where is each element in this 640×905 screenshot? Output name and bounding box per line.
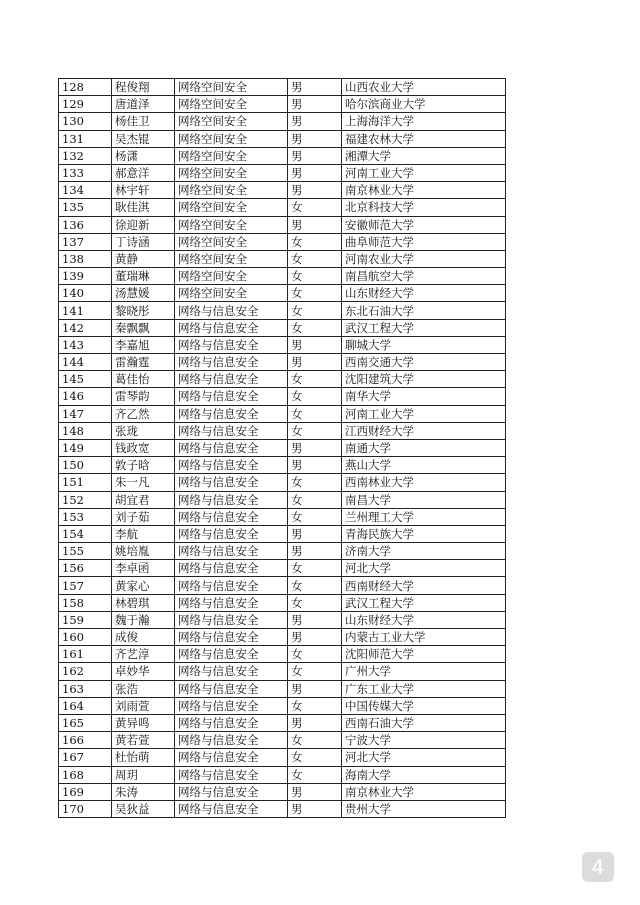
major-cell: 网络与信息安全	[175, 354, 288, 371]
student-name-cell: 周玥	[112, 766, 175, 783]
school-cell: 燕山大学	[342, 457, 506, 474]
school-cell: 南通大学	[342, 439, 506, 456]
gender-cell: 男	[288, 164, 342, 181]
gender-cell: 女	[288, 766, 342, 783]
gender-cell: 女	[288, 663, 342, 680]
gender-cell: 女	[288, 199, 342, 216]
school-cell: 南京林业大学	[342, 182, 506, 199]
table-row	[59, 96, 506, 113]
major-cell: 网络与信息安全	[175, 594, 288, 611]
table-row	[59, 577, 506, 594]
table-row	[59, 79, 506, 96]
student-name-cell: 黄异鸣	[112, 714, 175, 731]
gender-cell: 女	[288, 474, 342, 491]
school-cell: 曲阜师范大学	[342, 233, 506, 250]
table-row	[59, 405, 506, 422]
gender-cell: 女	[288, 422, 342, 439]
table-row	[59, 491, 506, 508]
table-row	[59, 457, 506, 474]
student-name-cell: 敦子晗	[112, 457, 175, 474]
school-cell: 河北大学	[342, 749, 506, 766]
gender-cell: 女	[288, 491, 342, 508]
major-cell: 网络空间安全	[175, 147, 288, 164]
gender-cell: 男	[288, 354, 342, 371]
major-cell: 网络空间安全	[175, 250, 288, 267]
table-row	[59, 663, 506, 680]
school-cell: 河北大学	[342, 560, 506, 577]
student-name-cell: 丁诗涵	[112, 233, 175, 250]
table-row	[59, 594, 506, 611]
gender-cell: 女	[288, 233, 342, 250]
table-row	[59, 560, 506, 577]
row-number-cell: 165	[59, 714, 112, 731]
student-name-cell: 林碧琪	[112, 594, 175, 611]
student-name-cell: 徐迎新	[112, 216, 175, 233]
row-number-cell: 133	[59, 164, 112, 181]
school-cell: 南京林业大学	[342, 783, 506, 800]
gender-cell: 男	[288, 543, 342, 560]
gender-cell: 男	[288, 113, 342, 130]
row-number-cell: 135	[59, 199, 112, 216]
major-cell: 网络与信息安全	[175, 319, 288, 336]
row-number-cell: 158	[59, 594, 112, 611]
row-number-cell: 166	[59, 732, 112, 749]
table-row	[59, 680, 506, 697]
school-cell: 西南石油大学	[342, 714, 506, 731]
school-cell: 西南财经大学	[342, 577, 506, 594]
student-name-cell: 耿佳淇	[112, 199, 175, 216]
table-row	[59, 714, 506, 731]
student-name-cell: 黄静	[112, 250, 175, 267]
gender-cell: 男	[288, 79, 342, 96]
school-cell: 安徽师范大学	[342, 216, 506, 233]
major-cell: 网络与信息安全	[175, 749, 288, 766]
major-cell: 网络与信息安全	[175, 525, 288, 542]
school-cell: 广东工业大学	[342, 680, 506, 697]
major-cell: 网络与信息安全	[175, 405, 288, 422]
table-row	[59, 113, 506, 130]
student-name-cell: 齐艺淳	[112, 646, 175, 663]
gender-cell: 男	[288, 714, 342, 731]
table-row	[59, 439, 506, 456]
school-cell: 贵州大学	[342, 800, 506, 817]
student-name-cell: 张珑	[112, 422, 175, 439]
student-name-cell: 郝意洋	[112, 164, 175, 181]
table-row	[59, 611, 506, 628]
row-number-cell: 154	[59, 525, 112, 542]
row-number-cell: 162	[59, 663, 112, 680]
gender-cell: 女	[288, 697, 342, 714]
school-cell: 中国传媒大学	[342, 697, 506, 714]
school-cell: 内蒙古工业大学	[342, 629, 506, 646]
gender-cell: 女	[288, 732, 342, 749]
table-row	[59, 422, 506, 439]
table-row	[59, 354, 506, 371]
table-row	[59, 749, 506, 766]
gender-cell: 男	[288, 182, 342, 199]
major-cell: 网络与信息安全	[175, 388, 288, 405]
student-name-cell: 唐道泽	[112, 96, 175, 113]
major-cell: 网络与信息安全	[175, 474, 288, 491]
major-cell: 网络空间安全	[175, 233, 288, 250]
gender-cell: 男	[288, 457, 342, 474]
major-cell: 网络与信息安全	[175, 439, 288, 456]
gender-cell: 男	[288, 216, 342, 233]
table-row	[59, 646, 506, 663]
major-cell: 网络与信息安全	[175, 611, 288, 628]
table-row	[59, 543, 506, 560]
gender-cell: 女	[288, 285, 342, 302]
school-cell: 海南大学	[342, 766, 506, 783]
gender-cell: 男	[288, 147, 342, 164]
school-cell: 广州大学	[342, 663, 506, 680]
gender-cell: 男	[288, 336, 342, 353]
gender-cell: 女	[288, 577, 342, 594]
gender-cell: 男	[288, 800, 342, 817]
student-name-cell: 李航	[112, 525, 175, 542]
major-cell: 网络与信息安全	[175, 543, 288, 560]
student-name-cell: 雷琴韵	[112, 388, 175, 405]
major-cell: 网络空间安全	[175, 96, 288, 113]
row-number-cell: 168	[59, 766, 112, 783]
student-name-cell: 刘雨萱	[112, 697, 175, 714]
table-row	[59, 766, 506, 783]
row-number-cell: 156	[59, 560, 112, 577]
school-cell: 东北石油大学	[342, 302, 506, 319]
table-row	[59, 474, 506, 491]
major-cell: 网络与信息安全	[175, 646, 288, 663]
student-name-cell: 葛佳怡	[112, 371, 175, 388]
table-row	[59, 336, 506, 353]
student-name-cell: 董瑞琳	[112, 268, 175, 285]
major-cell: 网络与信息安全	[175, 371, 288, 388]
major-cell: 网络与信息安全	[175, 697, 288, 714]
major-cell: 网络与信息安全	[175, 336, 288, 353]
school-cell: 上海海洋大学	[342, 113, 506, 130]
school-cell: 北京科技大学	[342, 199, 506, 216]
row-number-cell: 145	[59, 371, 112, 388]
row-number-cell: 157	[59, 577, 112, 594]
student-name-cell: 魏于瀚	[112, 611, 175, 628]
school-cell: 山东财经大学	[342, 285, 506, 302]
school-cell: 福建农林大学	[342, 130, 506, 147]
table-row	[59, 388, 506, 405]
major-cell: 网络空间安全	[175, 79, 288, 96]
student-name-cell: 朱涛	[112, 783, 175, 800]
table-row	[59, 285, 506, 302]
major-cell: 网络与信息安全	[175, 766, 288, 783]
table-row	[59, 508, 506, 525]
school-cell: 南昌航空大学	[342, 268, 506, 285]
school-cell: 南昌大学	[342, 491, 506, 508]
student-name-cell: 吴狄益	[112, 800, 175, 817]
school-cell: 西南交通大学	[342, 354, 506, 371]
school-cell: 西南林业大学	[342, 474, 506, 491]
table-row	[59, 319, 506, 336]
row-number-cell: 142	[59, 319, 112, 336]
school-cell: 江西财经大学	[342, 422, 506, 439]
student-name-cell: 汤慧媛	[112, 285, 175, 302]
student-name-cell: 李卓函	[112, 560, 175, 577]
table-row	[59, 783, 506, 800]
gender-cell: 女	[288, 268, 342, 285]
row-number-cell: 141	[59, 302, 112, 319]
row-number-cell: 137	[59, 233, 112, 250]
gender-cell: 女	[288, 405, 342, 422]
row-number-cell: 132	[59, 147, 112, 164]
major-cell: 网络与信息安全	[175, 800, 288, 817]
row-number-cell: 164	[59, 697, 112, 714]
table-row	[59, 147, 506, 164]
gender-cell: 女	[288, 594, 342, 611]
major-cell: 网络空间安全	[175, 285, 288, 302]
student-name-cell: 黄家心	[112, 577, 175, 594]
student-name-cell: 黄若萱	[112, 732, 175, 749]
table-row	[59, 629, 506, 646]
school-cell: 沈阳建筑大学	[342, 371, 506, 388]
row-number-cell: 150	[59, 457, 112, 474]
gender-cell: 女	[288, 319, 342, 336]
row-number-cell: 138	[59, 250, 112, 267]
major-cell: 网络与信息安全	[175, 732, 288, 749]
table-row	[59, 250, 506, 267]
table-row	[59, 371, 506, 388]
major-cell: 网络空间安全	[175, 113, 288, 130]
school-cell: 山东财经大学	[342, 611, 506, 628]
student-name-cell: 齐乙然	[112, 405, 175, 422]
major-cell: 网络与信息安全	[175, 422, 288, 439]
gender-cell: 女	[288, 250, 342, 267]
gender-cell: 女	[288, 302, 342, 319]
school-cell: 河南工业大学	[342, 164, 506, 181]
row-number-cell: 170	[59, 800, 112, 817]
row-number-cell: 134	[59, 182, 112, 199]
row-number-cell: 155	[59, 543, 112, 560]
student-name-cell: 杨佳卫	[112, 113, 175, 130]
row-number-cell: 129	[59, 96, 112, 113]
school-cell: 哈尔滨商业大学	[342, 96, 506, 113]
row-number-cell: 128	[59, 79, 112, 96]
school-cell: 山西农业大学	[342, 79, 506, 96]
student-name-cell: 钱政宽	[112, 439, 175, 456]
gender-cell: 女	[288, 371, 342, 388]
major-cell: 网络空间安全	[175, 216, 288, 233]
school-cell: 武汉工程大学	[342, 319, 506, 336]
major-cell: 网络与信息安全	[175, 680, 288, 697]
row-number-cell: 152	[59, 491, 112, 508]
major-cell: 网络与信息安全	[175, 491, 288, 508]
school-cell: 武汉工程大学	[342, 594, 506, 611]
table-row	[59, 800, 506, 817]
major-cell: 网络与信息安全	[175, 714, 288, 731]
student-name-cell: 程俊翔	[112, 79, 175, 96]
table-row	[59, 216, 506, 233]
table-row	[59, 268, 506, 285]
school-cell: 沈阳师范大学	[342, 646, 506, 663]
row-number-cell: 148	[59, 422, 112, 439]
gender-cell: 男	[288, 783, 342, 800]
table-row	[59, 199, 506, 216]
major-cell: 网络与信息安全	[175, 577, 288, 594]
student-name-cell: 雷瀚霆	[112, 354, 175, 371]
school-cell: 青海民族大学	[342, 525, 506, 542]
row-number-cell: 140	[59, 285, 112, 302]
gender-cell: 男	[288, 96, 342, 113]
student-name-cell: 李嘉旭	[112, 336, 175, 353]
gender-cell: 男	[288, 130, 342, 147]
row-number-cell: 159	[59, 611, 112, 628]
row-number-cell: 143	[59, 336, 112, 353]
major-cell: 网络与信息安全	[175, 560, 288, 577]
student-name-cell: 张浩	[112, 680, 175, 697]
school-cell: 兰州理工大学	[342, 508, 506, 525]
student-name-cell: 秦飘飘	[112, 319, 175, 336]
row-number-cell: 149	[59, 439, 112, 456]
page-number-badge: 4	[582, 852, 614, 882]
major-cell: 网络与信息安全	[175, 508, 288, 525]
school-cell: 济南大学	[342, 543, 506, 560]
gender-cell: 男	[288, 439, 342, 456]
row-number-cell: 144	[59, 354, 112, 371]
row-number-cell: 163	[59, 680, 112, 697]
student-name-cell: 胡宜君	[112, 491, 175, 508]
student-name-cell: 吴杰锟	[112, 130, 175, 147]
gender-cell: 女	[288, 508, 342, 525]
row-number-cell: 130	[59, 113, 112, 130]
major-cell: 网络空间安全	[175, 199, 288, 216]
row-number-cell: 161	[59, 646, 112, 663]
gender-cell: 女	[288, 749, 342, 766]
table-row	[59, 302, 506, 319]
school-cell: 南华大学	[342, 388, 506, 405]
student-name-cell: 成俊	[112, 629, 175, 646]
major-cell: 网络空间安全	[175, 164, 288, 181]
roster-body	[59, 79, 506, 818]
major-cell: 网络空间安全	[175, 130, 288, 147]
major-cell: 网络与信息安全	[175, 783, 288, 800]
gender-cell: 男	[288, 525, 342, 542]
student-name-cell: 姚培胤	[112, 543, 175, 560]
major-cell: 网络与信息安全	[175, 629, 288, 646]
table-row	[59, 697, 506, 714]
row-number-cell: 131	[59, 130, 112, 147]
school-cell: 聊城大学	[342, 336, 506, 353]
student-name-cell: 黎晓彤	[112, 302, 175, 319]
row-number-cell: 169	[59, 783, 112, 800]
gender-cell: 女	[288, 388, 342, 405]
major-cell: 网络与信息安全	[175, 457, 288, 474]
row-number-cell: 160	[59, 629, 112, 646]
row-number-cell: 136	[59, 216, 112, 233]
gender-cell: 男	[288, 680, 342, 697]
school-cell: 河南工业大学	[342, 405, 506, 422]
row-number-cell: 147	[59, 405, 112, 422]
student-roster-table	[58, 78, 506, 818]
gender-cell: 男	[288, 629, 342, 646]
table-row	[59, 182, 506, 199]
student-name-cell: 杨潇	[112, 147, 175, 164]
row-number-cell: 167	[59, 749, 112, 766]
student-name-cell: 刘子茹	[112, 508, 175, 525]
table-row	[59, 233, 506, 250]
major-cell: 网络与信息安全	[175, 302, 288, 319]
gender-cell: 女	[288, 646, 342, 663]
table-row	[59, 525, 506, 542]
gender-cell: 女	[288, 560, 342, 577]
table-row	[59, 130, 506, 147]
student-name-cell: 林宇轩	[112, 182, 175, 199]
school-cell: 河南农业大学	[342, 250, 506, 267]
gender-cell: 男	[288, 611, 342, 628]
table-row	[59, 732, 506, 749]
school-cell: 湘潭大学	[342, 147, 506, 164]
major-cell: 网络与信息安全	[175, 663, 288, 680]
row-number-cell: 153	[59, 508, 112, 525]
school-cell: 宁波大学	[342, 732, 506, 749]
major-cell: 网络空间安全	[175, 268, 288, 285]
row-number-cell: 146	[59, 388, 112, 405]
student-name-cell: 朱一凡	[112, 474, 175, 491]
student-name-cell: 杜怡萌	[112, 749, 175, 766]
row-number-cell: 151	[59, 474, 112, 491]
table-row	[59, 164, 506, 181]
major-cell: 网络空间安全	[175, 182, 288, 199]
student-name-cell: 卓妙华	[112, 663, 175, 680]
row-number-cell: 139	[59, 268, 112, 285]
